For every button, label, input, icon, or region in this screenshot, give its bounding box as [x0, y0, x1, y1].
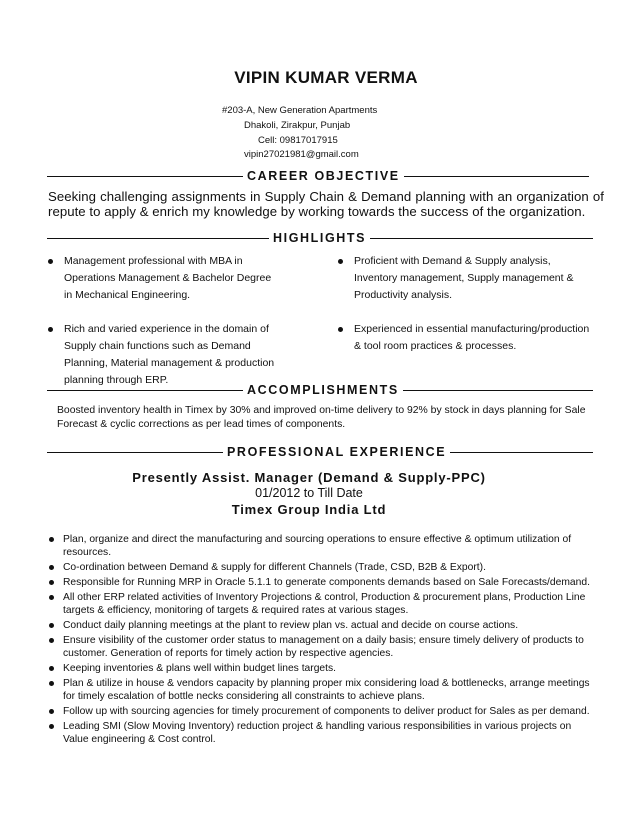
- duty-text: Leading SMI (Slow Moving Inventory) reduction project & handling various responsibilities in various projects on Value engineering & Cost control.: [63, 720, 572, 746]
- section-heading: PROFESSIONAL EXPERIENCE: [227, 445, 447, 459]
- accomplishments-text: Boosted inventory health in Timex by 30% and improved on-time delivery to 92% by stock in days planning for Sale Forecast & cyclic corrections as per lead times of components.: [57, 405, 586, 430]
- job-dates: 01/2012 to Till Date: [255, 486, 363, 500]
- job-title: Presently Assist. Manager (Demand & Supply-PPC): [132, 470, 486, 485]
- address-line-2: Dhakoli, Zirakpur, Punjab: [244, 120, 351, 131]
- list-item: [48, 634, 596, 661]
- duty-text: Plan & utilize in house & vendors capacity by planning proper mix considering load & bottlenecks, arrange meetings for timely escalation of bottle necks considering all constraints to achieve plans.: [63, 677, 590, 703]
- duties-list: [48, 533, 596, 748]
- list-item: [338, 321, 590, 355]
- bullet-icon: [48, 259, 53, 264]
- accomplishments-header: [47, 382, 593, 398]
- divider-line: [47, 238, 269, 239]
- divider-line: [404, 176, 589, 177]
- list-item: [48, 561, 596, 574]
- list-item: [48, 677, 596, 704]
- divider-line: [47, 452, 223, 453]
- bullet-icon: [49, 565, 54, 570]
- list-item: [48, 321, 276, 389]
- duty-text: Responsible for Running MRP in Oracle 5.1.1 to generate components demands based on Sale Forecasts/demand.: [63, 577, 590, 588]
- bullet-icon: [49, 595, 54, 600]
- list-item: [48, 705, 596, 718]
- duty-text: All other ERP related activities of Inventory Projections & control, Production & procurement plans, Production Line targets & efficiency, monitoring of targets & required rates at various stages.: [63, 591, 586, 617]
- highlight-text: Rich and varied experience in the domain of Supply chain functions such as Demand Planning, Material management & production planning through ERP.: [64, 323, 275, 386]
- professional-experience-header: [47, 444, 593, 460]
- highlight-text: Proficient with Demand & Supply analysis, Inventory management, Supply management & Productivity analysis.: [354, 255, 574, 301]
- duty-text: Plan, organize and direct the manufacturing and sourcing operations to ensure effective & optimum utilization of resources.: [63, 534, 572, 559]
- duty-text: Co-ordination between Demand & supply for different Channels (Trade, CSD, B2B & Export).: [63, 562, 486, 574]
- phone-number: Cell: 09817017915: [258, 135, 338, 146]
- bullet-icon: [338, 327, 343, 332]
- divider-line: [403, 390, 593, 391]
- bullet-icon: [49, 580, 54, 585]
- list-item: [48, 591, 596, 618]
- highlights-right-column: [338, 253, 590, 372]
- bullet-icon: [49, 537, 54, 542]
- highlight-text: Experienced in essential manufacturing/production & tool room practices & processes.: [354, 323, 590, 352]
- duty-text: Ensure visibility of the customer order status to management on a daily basis; ensure timely delivery of products to customer. Generation of reports for timely action by respective agencies.: [63, 634, 584, 660]
- section-heading: ACCOMPLISHMENTS: [247, 383, 399, 397]
- list-item: [338, 253, 590, 304]
- highlights-header: [47, 230, 593, 246]
- duty-text: Conduct daily planning meetings at the plant to review plan vs. actual and decide on course actions.: [63, 620, 519, 631]
- highlight-text: Management professional with MBA in Operations Management & Bachelor Degree in Mechanical Engineering.: [64, 255, 272, 301]
- bullet-icon: [49, 681, 54, 686]
- list-item: [48, 253, 276, 304]
- email-address: vipin27021981@gmail.com: [244, 149, 359, 160]
- career-objective-text: Seeking challenging assignments in Supply Chain & Demand planning with an organization of repute to apply & enrich my knowledge by working towards the success of the organization.: [48, 189, 604, 219]
- list-item: [48, 533, 596, 560]
- bullet-icon: [49, 709, 54, 714]
- candidate-name: VIPIN KUMAR VERMA: [234, 68, 418, 87]
- duty-text: Follow up with sourcing agencies for timely procurement of components to deliver product for Sales as per demand.: [63, 706, 590, 717]
- divider-line: [47, 390, 243, 391]
- section-heading: CAREER OBJECTIVE: [247, 169, 400, 183]
- career-objective-header: [47, 168, 589, 184]
- list-item: [48, 662, 596, 675]
- company-name: Timex Group India Ltd: [231, 502, 387, 517]
- section-heading: HIGHLIGHTS: [273, 231, 367, 245]
- address-line-1: #203-A, New Generation Apartments: [222, 105, 378, 116]
- bullet-icon: [338, 259, 343, 264]
- divider-line: [370, 238, 593, 239]
- bullet-icon: [49, 724, 54, 729]
- bullet-icon: [49, 666, 54, 671]
- bullet-icon: [48, 327, 53, 332]
- list-item: [48, 619, 596, 632]
- divider-line: [450, 452, 593, 453]
- divider-line: [47, 176, 243, 177]
- list-item: [48, 576, 596, 589]
- list-item: [48, 720, 596, 747]
- bullet-icon: [49, 638, 54, 643]
- bullet-icon: [49, 623, 54, 628]
- duty-text: Keeping inventories & plans well within budget lines targets.: [63, 663, 337, 674]
